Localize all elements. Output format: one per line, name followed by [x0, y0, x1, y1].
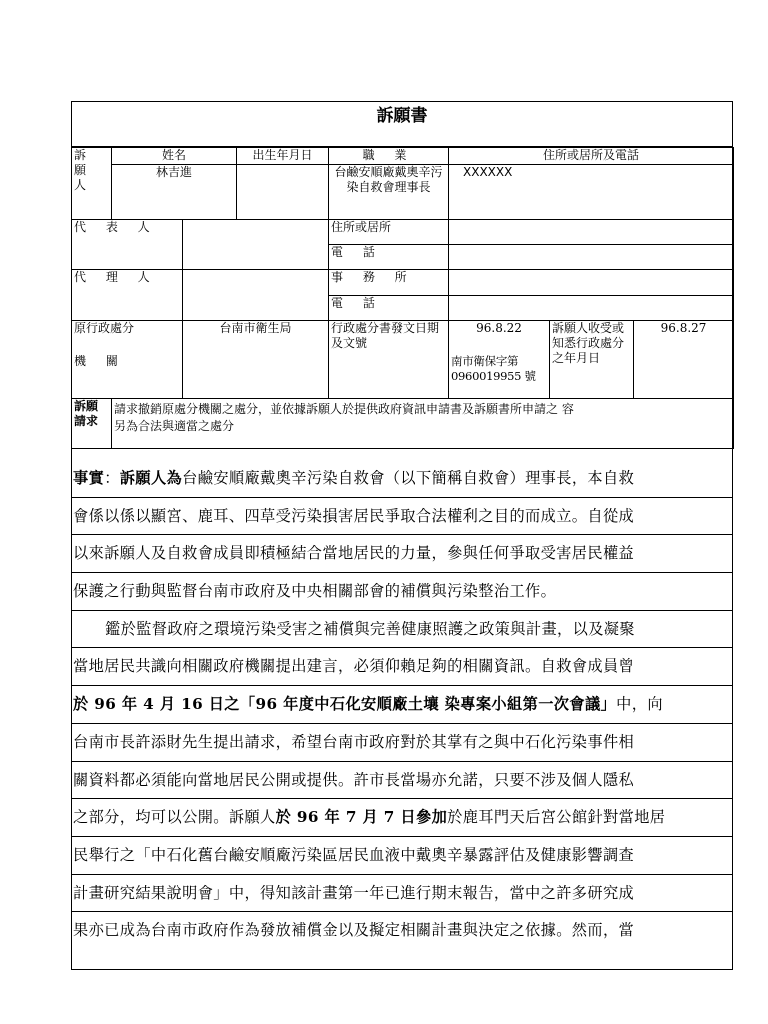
facts-line: 保護之行動與監督台南市政府及中央相關部會的補償與污染整治工作。	[71, 573, 733, 611]
petitioner-birth	[237, 165, 329, 220]
name-header: 姓名	[112, 148, 237, 165]
birth-header: 出生年月日	[237, 148, 329, 165]
petition-form-table	[71, 147, 734, 449]
facts-line: 會係以係以顯宮、鹿耳、四草受污染損害居民爭取合法權利之目的而成立。自從成	[71, 498, 733, 536]
facts-section	[71, 460, 733, 950]
agent-name	[183, 270, 329, 321]
facts-line: 於 96 年 4 月 16 日之「96 年度中石化安順廠土壤 染專案小組第一次會議」中，向	[71, 686, 733, 724]
request-label: 訴願請求	[72, 399, 112, 449]
petitioner-label: 訴 願 人	[72, 148, 112, 220]
representative-address	[449, 220, 734, 245]
facts-line: 民舉行之「中石化舊台鹼安順廠污染區居民血液中戴奧辛暴露評估及健康影響調查	[71, 837, 733, 875]
facts-line: 鑑於監督政府之環境污染受害之補償與完善健康照護之政策與計畫，以及凝聚	[71, 611, 733, 649]
agency-label: 原行政處分 機 關	[72, 321, 183, 399]
facts-line: 以來訴願人及自救會成員即積極結合當地居民的力量，參與任何爭取受害居民權益	[71, 535, 733, 573]
agent-office-label: 事 務 所	[329, 270, 449, 296]
facts-line: 當地居民共識向相關政府機關提出建言，必須仰賴足夠的相關資訊。自救會成員曾	[71, 648, 733, 686]
petitioner-address: XXXXXX	[449, 165, 734, 220]
doc-value: 96.8.22 南市衛保字第0960019955 號	[449, 321, 550, 399]
agency-value: 台南市衛生局	[183, 321, 329, 399]
facts-line: 之部分，均可以公開。訴願人於 96 年 7 月 7 日參加於鹿耳門天后宮公館針對當地居	[71, 799, 733, 837]
request-text: 請求撤銷原處分機關之處分，並依據訴願人於提供政府資訊申請書及訴願書所申請之 容 另為合法與適當之處分	[112, 399, 734, 449]
facts-line: 計畫研究結果說明會」中，得知該計畫第一年已進行期末報告，當中之許多研究成	[71, 875, 733, 913]
receipt-date: 96.8.27	[634, 321, 734, 399]
representative-name	[183, 220, 329, 270]
facts-line: 關資料都必須能向當地居民公開或提供。許市長當場亦允諾，只要不涉及個人隱私	[71, 762, 733, 800]
representative-address-label: 住所或居所	[329, 220, 449, 245]
representative-label: 代 表 人	[72, 220, 183, 270]
facts-line: 事實：訴願人為台鹼安順廠戴奧辛污染自救會（以下簡稱自救會）理事長，本自救	[71, 460, 733, 498]
agent-phone	[449, 296, 734, 321]
representative-phone	[449, 245, 734, 270]
petitioner-job: 台鹼安順廠戴奧辛污染自救會理事長	[329, 165, 449, 220]
facts-line: 果亦已成為台南市政府作為發放補償金以及擬定相關計畫與決定之依據。然而，當	[73, 921, 635, 940]
agent-office	[449, 270, 734, 296]
doc-label: 行政處分書發文日期及文號	[329, 321, 449, 399]
page-title: 訴願書	[71, 101, 733, 147]
facts-line: 台南市長許添財先生提出請求，希望台南市政府對於其掌有之與中石化污染事件相	[71, 724, 733, 762]
address-header: 住所或居所及電話	[449, 148, 734, 165]
receipt-label: 訴願人收受或知悉行政處分之年月日	[550, 321, 634, 399]
job-header: 職 業	[329, 148, 449, 165]
agent-label: 代 理 人	[72, 270, 183, 321]
agent-phone-label: 電 話	[329, 296, 449, 321]
petitioner-name: 林吉進	[112, 165, 237, 220]
representative-phone-label: 電 話	[329, 245, 449, 270]
